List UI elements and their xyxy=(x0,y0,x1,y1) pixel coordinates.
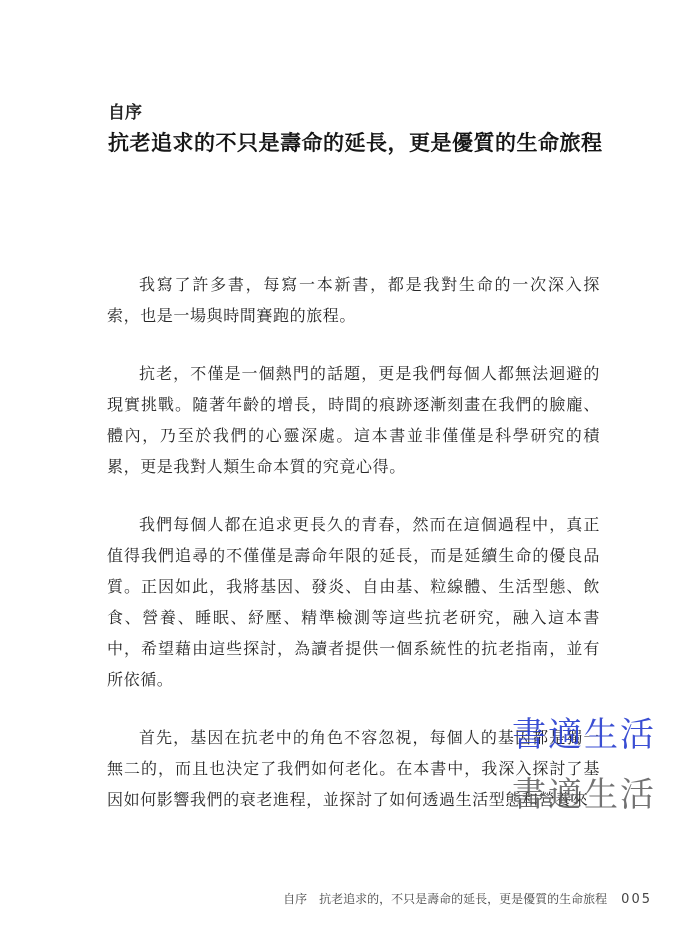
page-number: 005 xyxy=(621,892,652,907)
page-footer xyxy=(283,890,652,907)
paragraph-2: 抗老，不僅是一個熱門的話題，更是我們每個人都無法迴避的現實挑戰。隨著年齡的增長，時間的痕跡逐漸刻畫在我們的臉龐、體內，乃至於我們的心靈深處。這本書並非僅僅是科學研究的積累，更是我對人類生命本質的究竟心得。 xyxy=(107,364,600,476)
watermark-gray: 書適生活 xyxy=(512,775,656,815)
section-label: 自序 xyxy=(108,103,142,123)
paragraph-3: 我們每個人都在追求更長久的青春，然而在這個過程中，真正值得我們追尋的不僅僅是壽命年限的延長，而是延續生命的優良品質。正因如此，我將基因、發炎、自由基、粒線體、生活型態、飲食、營養、睡眠、紓壓、精準檢測等這些抗老研究，融入這本書中，希望藉由這些探討，為讀者提供一個系統性的抗老指南，並有所依循。 xyxy=(107,515,600,689)
watermark-blue: 書適生活 xyxy=(512,715,656,755)
running-head: 自序 抗老追求的，不只是壽命的延長，更是優質的生命旅程 xyxy=(283,892,608,906)
paragraph-4: 首先，基因在抗老中的角色不容忽視，每個人的基因都是獨一無二的，而且也決定了我們如何老化。在本書中，我深入探討了基因如何影響我們的衰老進程，並探討了如何透過生活型態和營養來 xyxy=(107,728,600,809)
body-text xyxy=(107,269,600,842)
paragraph-1: 我寫了許多書，每寫一本新書，都是我對生命的一次深入探索，也是一場與時間賽跑的旅程。 xyxy=(107,275,600,325)
chapter-title: 抗老追求的不只是壽命的延長，更是優質的生命旅程 xyxy=(108,131,603,155)
